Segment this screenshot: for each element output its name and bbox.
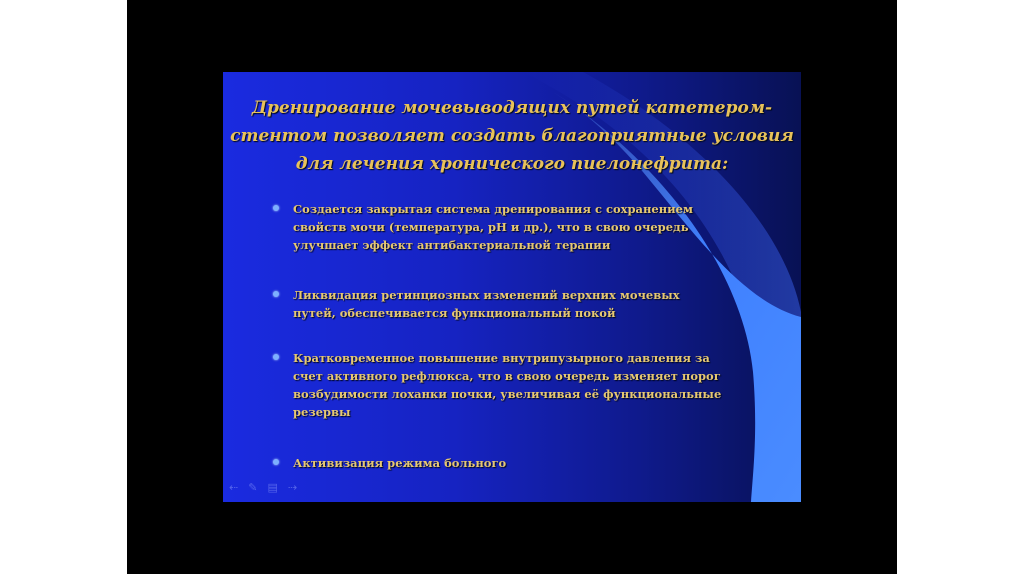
bullet-item	[273, 200, 713, 254]
slideshow-nav	[229, 482, 297, 494]
arrow-left-icon[interactable]: ⇠	[229, 481, 239, 494]
bullet-dot-icon	[273, 291, 279, 297]
arrow-right-icon[interactable]: ⇢	[287, 481, 298, 494]
bullet-text	[293, 349, 721, 421]
bullet-item	[273, 454, 713, 472]
bullet-line: Активизация режима больного	[293, 456, 507, 470]
bullet-dot-icon	[273, 205, 279, 211]
bullet-line: улучшает эффект антибактериальной терапии	[293, 238, 611, 252]
title-line: Дренирование мочевыводящих путей катетером-	[251, 98, 773, 118]
bullet-item	[273, 286, 713, 322]
bullet-line: Создается закрытая система дренирования с сохранением	[293, 202, 693, 216]
bullet-text	[293, 286, 680, 322]
title-line: стентом позволяет создать благоприятные условия	[230, 126, 794, 146]
bullet-line: свойств мочи (температура, pH и др.), что в свою очередь	[293, 220, 689, 234]
title-line: для лечения хронического пиелонефрита:	[295, 154, 729, 174]
bullet-line: Ликвидация ретинциозных изменений верхних мочевых	[293, 288, 680, 302]
pen-icon[interactable]: ✎	[248, 481, 258, 494]
bullet-dot-icon	[273, 459, 279, 465]
bullet-line: возбудимости лоханки почки, увеличивая её функциональные	[293, 387, 722, 401]
bullet-line: путей, обеспечивается функциональный покой	[293, 306, 616, 320]
presentation-slide	[223, 72, 801, 502]
bullet-dot-icon	[273, 354, 279, 360]
slide-title	[223, 94, 801, 178]
bullet-text	[293, 200, 693, 254]
bullet-item	[273, 349, 722, 421]
bullet-line: счет активного рефлюкса, что в свою очередь изменяет порог	[293, 369, 721, 383]
bullet-text	[293, 454, 506, 472]
bullet-line: резервы	[293, 405, 351, 419]
bullet-line: Кратковременное повышение внутрипузырного давления за	[293, 351, 710, 365]
screen-icon[interactable]: ▤	[267, 481, 278, 494]
